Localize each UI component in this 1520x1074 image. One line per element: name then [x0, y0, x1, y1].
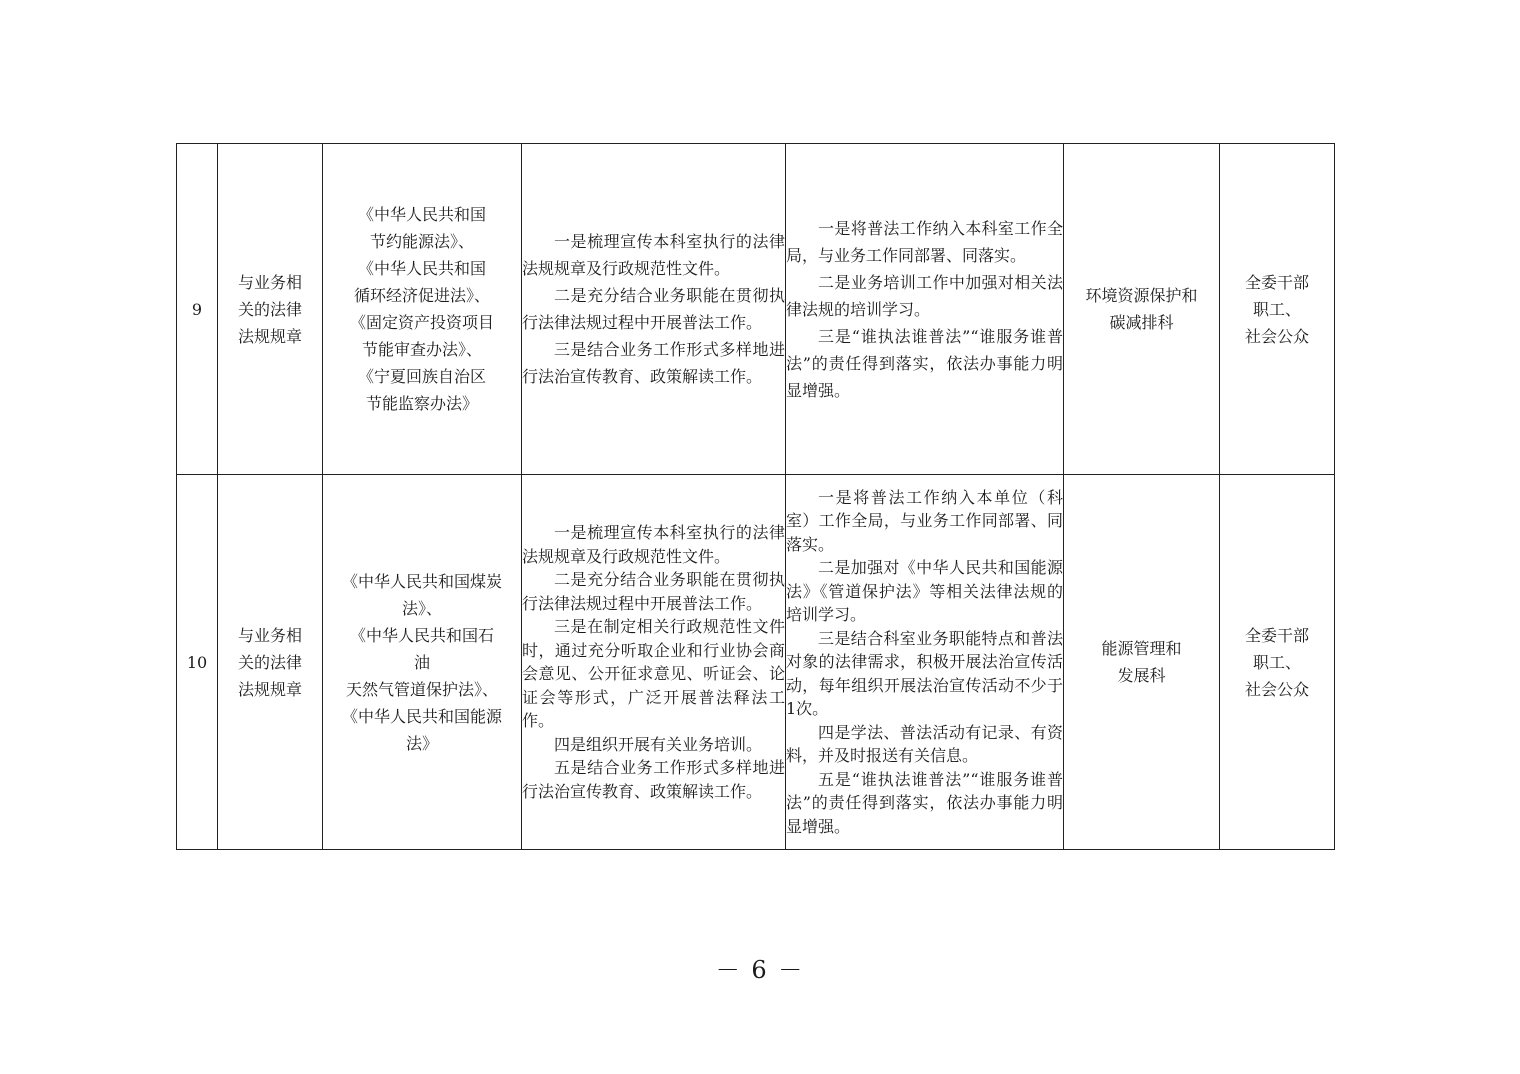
page-number: － 6 －	[715, 956, 805, 984]
requirements-cell	[786, 475, 1064, 850]
law-line: 《固定资产投资项目	[349, 313, 494, 332]
table-row-9	[177, 144, 1335, 475]
row-number: 9	[177, 144, 218, 475]
law-line: 法》、	[401, 598, 442, 618]
measure-paragraph: 一是梳理宣传本科室执行的法律法规规章及行政规范性文件。	[522, 232, 785, 278]
requirement-paragraph: 五是“谁执法谁普法”“谁服务谁普法”的责任得到落实，依法办事能力明显增强。	[786, 769, 1063, 836]
dept-line: 能源管理和	[1101, 639, 1182, 658]
requirement-paragraph: 一是将普法工作纳入本科室工作全局，与业务工作同部署、同落实。	[786, 218, 1063, 265]
measures-cell	[522, 475, 786, 850]
audience-line: 全委干部	[1244, 272, 1309, 292]
requirement-paragraph: 三是结合科室业务职能特点和普法对象的法律需求，积极开展法治宣传活动，每年组织开展法治宣传活动不少于1次。	[786, 628, 1063, 719]
requirement-paragraph: 四是学法、普法活动有记录、有资料，并及时报送有关信息。	[786, 722, 1063, 766]
responsible-dept-cell	[1064, 144, 1220, 475]
object-line: 法规规章	[237, 326, 302, 346]
law-line: 节能监察办法》	[365, 394, 478, 413]
audience-line: 社会公众	[1244, 679, 1309, 699]
law-line: 《中华人民共和国能源	[341, 706, 502, 726]
law-line: 油	[413, 652, 430, 672]
law-popularization-table	[176, 143, 1335, 850]
law-line: 法》	[405, 733, 438, 753]
law-line: 节能审查办法》、	[361, 340, 482, 359]
law-line: 《中华人民共和国	[357, 259, 486, 278]
measure-paragraph: 三是在制定相关行政规范性文件时，通过充分听取企业和行业协会商会意见、公开征求意见、听证会、论证会等形式，广泛开展普法释法工作。	[522, 617, 785, 730]
target-object-cell	[218, 475, 323, 850]
measure-paragraph: 一是梳理宣传本科室执行的法律法规规章及行政规范性文件。	[522, 523, 785, 566]
audience-cell	[1220, 475, 1335, 850]
requirement-paragraph: 二是业务培训工作中加强对相关法律法规的培训学习。	[786, 272, 1063, 319]
audience-line: 社会公众	[1244, 326, 1309, 346]
object-line: 与业务相	[237, 272, 302, 292]
audience-line: 职工、	[1252, 299, 1301, 319]
object-line: 关的法律	[237, 652, 302, 672]
table-row-10	[177, 475, 1335, 850]
row-number: 10	[177, 475, 218, 850]
object-line: 法规规章	[237, 679, 302, 699]
law-line: 天然气管道保护法》、	[345, 679, 498, 699]
object-line: 与业务相	[237, 625, 302, 645]
responsible-dept-cell	[1064, 475, 1220, 850]
measure-paragraph: 四是组织开展有关业务培训。	[554, 734, 763, 754]
dept-line: 发展科	[1117, 666, 1166, 685]
requirement-paragraph: 二是加强对《中华人民共和国能源法》《管道保护法》等相关法律法规的培训学习。	[786, 558, 1063, 625]
requirements-cell	[786, 144, 1064, 475]
audience-line: 职工、	[1252, 652, 1301, 672]
measures-cell	[522, 144, 786, 475]
law-line: 《中华人民共和国煤炭	[341, 571, 502, 591]
measure-paragraph: 三是结合业务工作形式多样地进行法治宣传教育、政策解读工作。	[522, 340, 785, 386]
law-line: 《宁夏回族自治区	[357, 367, 486, 386]
laws-cell	[323, 475, 522, 850]
laws-cell	[323, 144, 522, 475]
law-line: 循环经济促进法》、	[353, 286, 490, 305]
audience-cell	[1220, 144, 1335, 475]
law-line: 《中华人民共和国石	[349, 625, 494, 645]
target-object-cell	[218, 144, 323, 475]
requirement-paragraph: 三是“谁执法谁普法”“谁服务谁普法”的责任得到落实，依法办事能力明显增强。	[786, 326, 1063, 400]
object-line: 关的法律	[237, 299, 302, 319]
dept-line: 环境资源保护和	[1085, 286, 1198, 305]
measure-paragraph: 二是充分结合业务职能在贯彻执行法律法规过程中开展普法工作。	[522, 286, 785, 332]
law-line: 节约能源法》、	[369, 232, 474, 251]
measure-paragraph: 五是结合业务工作形式多样地进行法治宣传教育、政策解读工作。	[522, 758, 785, 801]
dept-line: 碳减排科	[1109, 313, 1174, 332]
audience-line: 全委干部	[1244, 625, 1309, 645]
law-line: 《中华人民共和国	[357, 205, 486, 224]
measure-paragraph: 二是充分结合业务职能在贯彻执行法律法规过程中开展普法工作。	[522, 570, 785, 613]
requirement-paragraph: 一是将普法工作纳入本单位（科室）工作全局，与业务工作同部署、同落实。	[786, 487, 1063, 554]
